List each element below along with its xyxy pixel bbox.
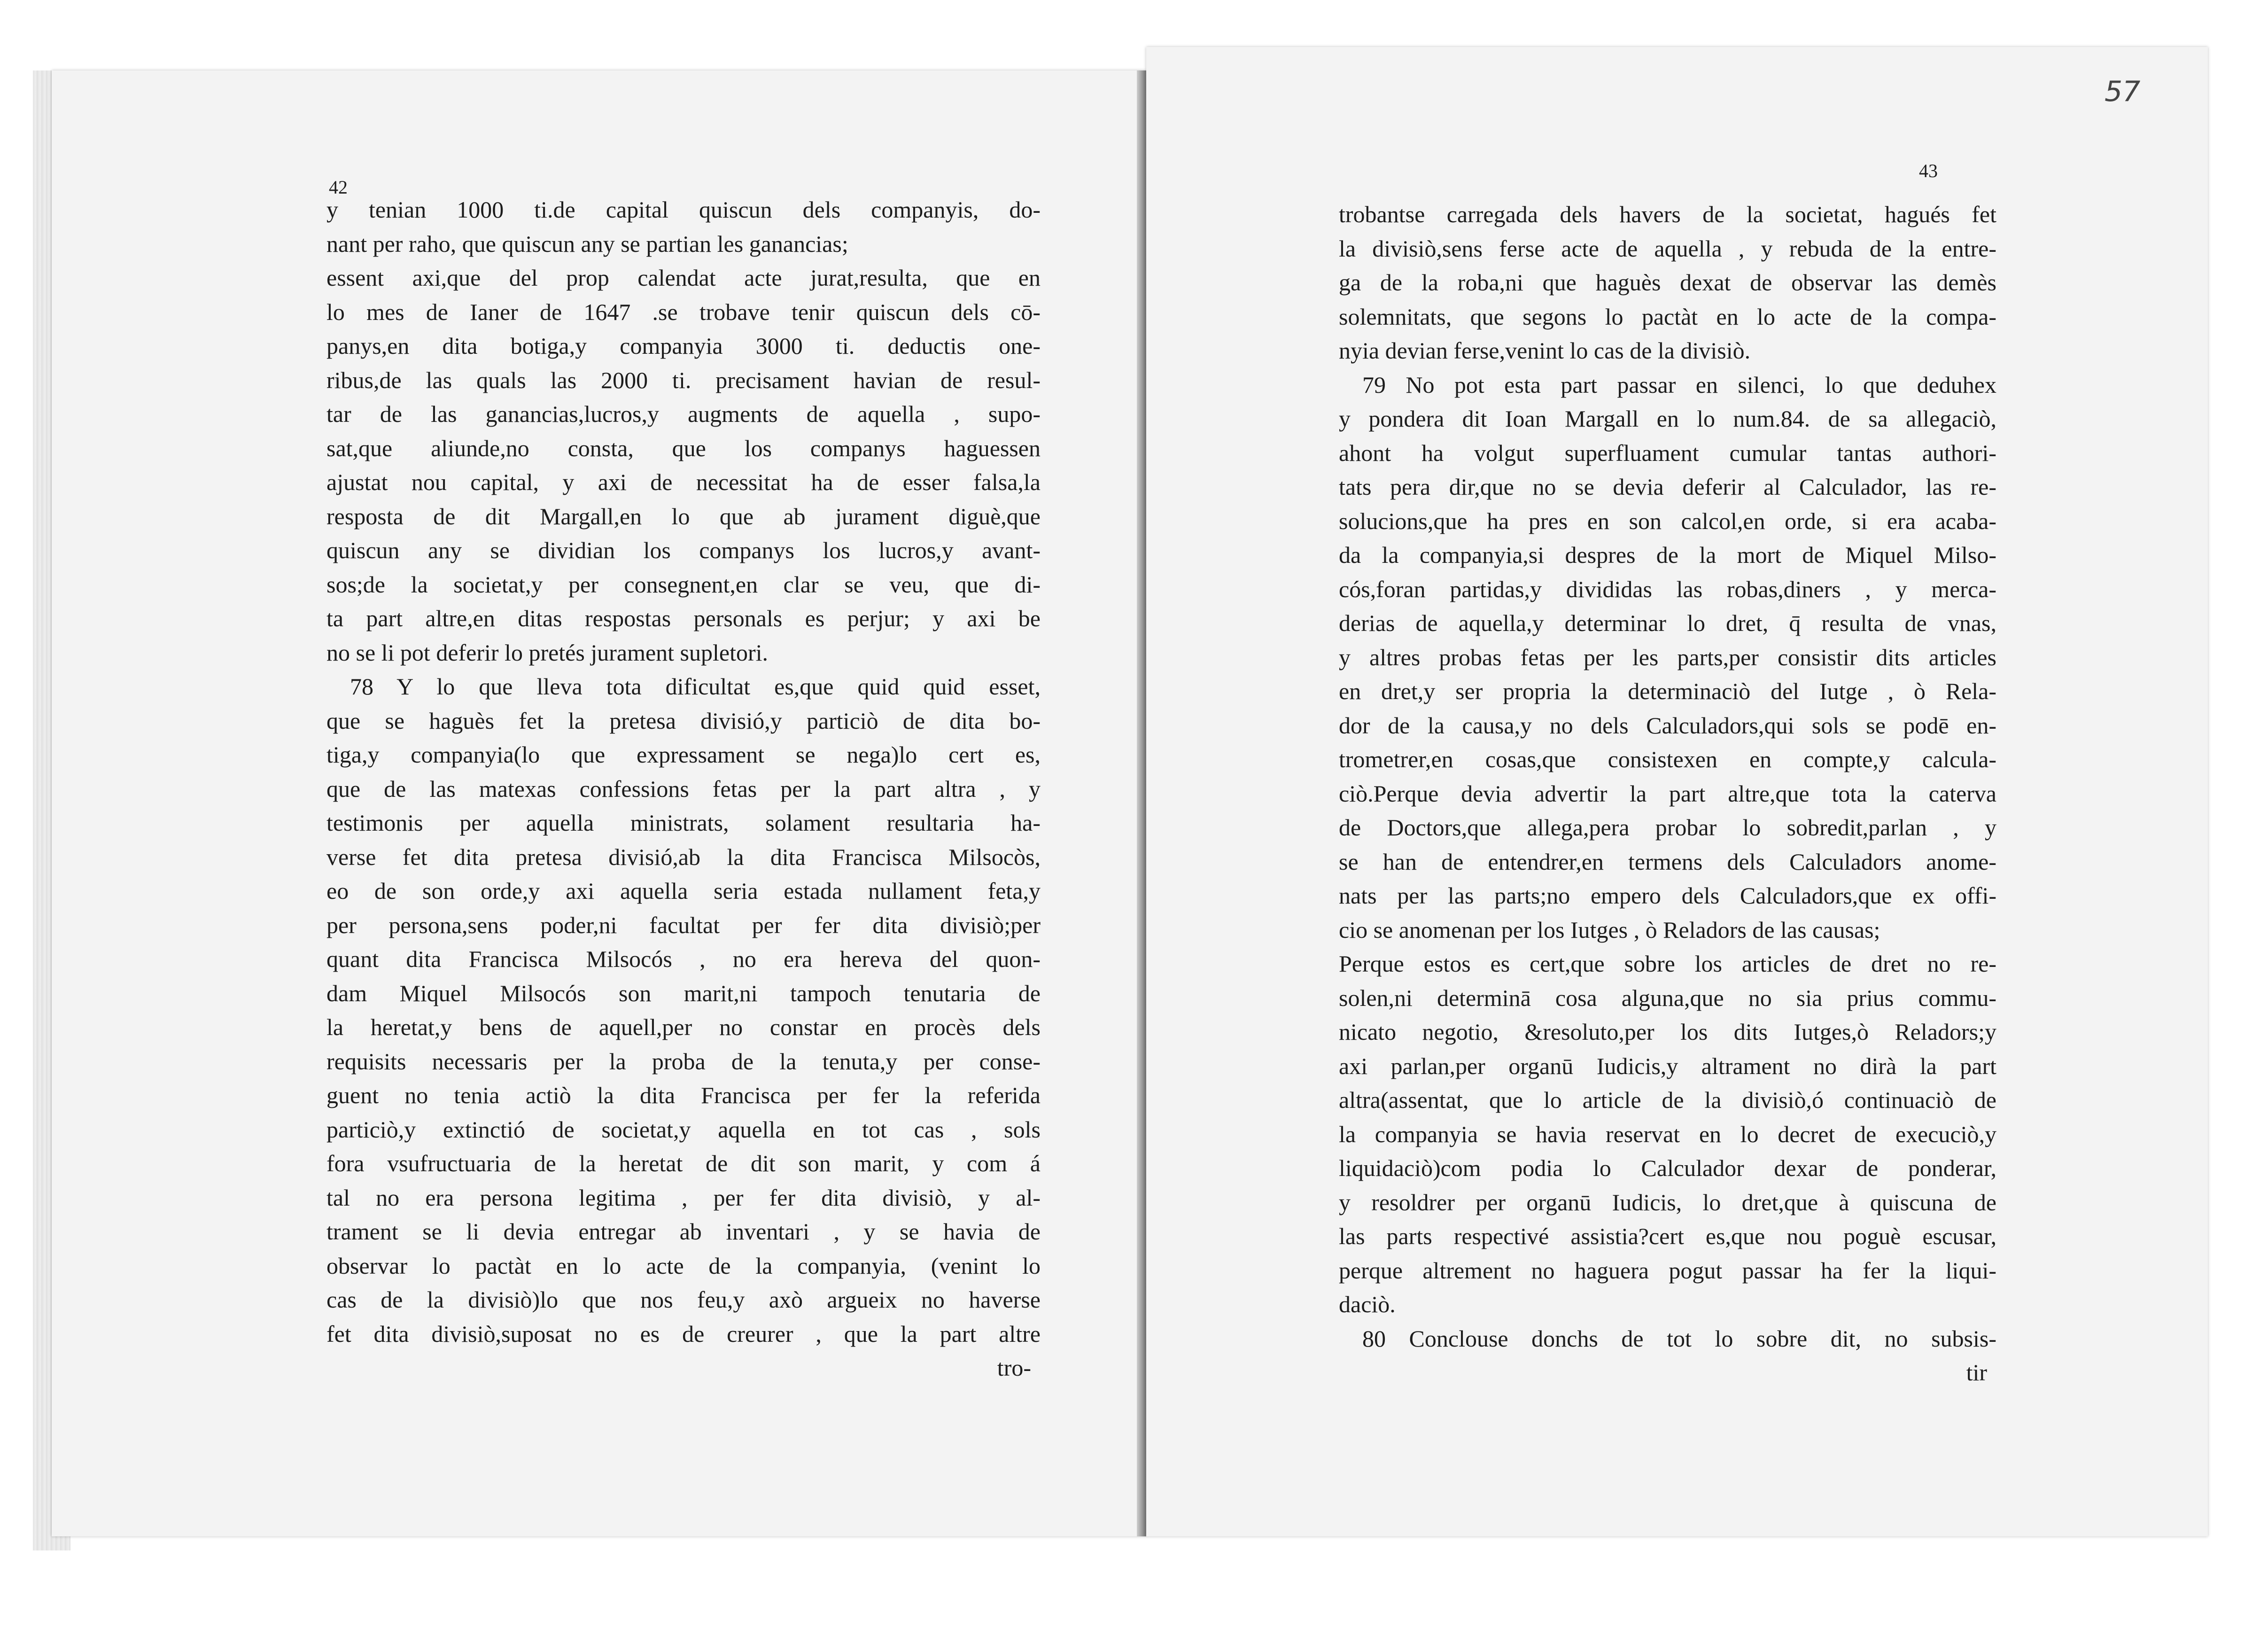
text-line: liquidaciò)com podia lo Calculador dexar de ponderar,	[1339, 1155, 1996, 1181]
text-line: resposta de dit Margall,en lo que ab jurament diguè,que	[326, 503, 1041, 530]
text-line: guent no tenia actiò la dita Francisca per fer la referida	[326, 1082, 1041, 1108]
text-line: ahont ha volgut superfluament cumular tantas authori-	[1339, 439, 1996, 466]
text-line: daciò.	[1339, 1291, 1396, 1317]
catchword: tir	[1966, 1359, 1987, 1386]
text-line: ga de la roba,ni que haguès dexat de observar las demès	[1339, 269, 1996, 296]
text-line: 80 Conclouse donchs de tot lo sobre dit, no subsis-	[1362, 1325, 1996, 1352]
text-line: fora vsufructuaria de la heretat de dit son marit, y com á	[326, 1150, 1041, 1176]
text-line: Perque estos es cert,que sobre los articles de dret no re-	[1339, 950, 1996, 977]
text-line: panys,en dita botiga,y companyia 3000 ti. deductis one-	[326, 333, 1041, 359]
text-line: dam Miquel Milsocós son marit,ni tampoch tenutaria de	[326, 980, 1041, 1006]
text-line: perque altrement no haguera pogut passar ha fer la liqui-	[1339, 1257, 1996, 1284]
text-line: se han de entendrer,en termens dels Calculadors anome-	[1339, 848, 1996, 875]
right-page	[1146, 47, 2208, 1536]
text-line: la divisiò,sens ferse acte de aquella , y rebuda de la entre-	[1339, 235, 1996, 262]
text-line: essent axi,que del prop calendat acte jurat,resulta, que en	[326, 265, 1041, 291]
text-line: derias de aquella,y determinar lo dret, q̄ resulta de vnas,	[1339, 610, 1996, 636]
text-line: solemnitats, que segons lo pactàt en lo acte de la compa-	[1339, 303, 1996, 330]
page-head-spacer	[1339, 183, 1996, 197]
text-line: dor de la causa,y no dels Calculadors,qui sols se podē en-	[1339, 712, 1996, 739]
text-line: eo de son orde,y axi aquella seria estada nullament feta,y	[326, 878, 1041, 904]
text-line: 79 No pot esta part passar en silenci, lo que deduhex	[1362, 371, 1996, 398]
text-line: cas de la divisiò)lo que nos feu,y axò argueix no haverse	[326, 1286, 1041, 1313]
text-line: de Doctors,que allega,pera probar lo sobredit,parlan , y	[1339, 814, 1996, 841]
text-line: ribus,de las quals las 2000 ti. precisament havian de resul-	[326, 366, 1041, 393]
page-head-spacer	[326, 179, 1041, 193]
text-line: cio se anomenan per los Iutges , ò Reladors de las causas;	[1339, 916, 1880, 943]
text-line: tal no era persona legitima , per fer dita divisiò, y al-	[326, 1184, 1041, 1211]
text-line: y tenian 1000 ti.de capital quiscun dels companyis, do-	[326, 196, 1041, 223]
text-line: per persona,sens poder,ni facultat per fer dita divisiò;per	[326, 911, 1041, 938]
text-line: verse fet dita pretesa divisió,ab la dita Francisca Milsocòs,	[326, 843, 1041, 870]
text-line: 78 Y lo que lleva tota dificultat es,que quid quid esset,	[350, 673, 1041, 700]
text-line: y altres probas fetas per les parts,per consistir dits articles	[1339, 644, 1996, 670]
text-line: altra(assentat, que lo article de la divisiò,ó continuaciò de	[1339, 1087, 1996, 1113]
text-line: observar lo pactàt en lo acte de la companyia, (venint lo	[326, 1252, 1041, 1279]
text-line: sat,que aliunde,no consta, que los companys haguessen	[326, 435, 1041, 461]
right-page-text	[1339, 183, 1996, 1390]
left-page-text	[326, 179, 1041, 1385]
text-line: da la companyia,si despres de la mort de Miquel Milso-	[1339, 542, 1996, 568]
text-line: nyia devian ferse,venint lo cas de la divisiò.	[1339, 337, 1751, 364]
text-line: la heretat,y bens de aquell,per no constar en procès dels	[326, 1014, 1041, 1040]
text-line: quant dita Francisca Milsocós , no era hereva del quon-	[326, 946, 1041, 972]
text-line: lo mes de Ianer de 1647 .se trobave tenir quiscun dels cō-	[326, 298, 1041, 325]
folio-mark: 57	[2105, 75, 2141, 108]
text-line: nant per raho, que quiscun any se partian les ganancias;	[326, 230, 848, 257]
text-line: fet dita divisiò,suposat no es de creurer , que la part altre	[326, 1320, 1041, 1347]
text-line: y pondera dit Ioan Margall en lo num.84. de sa allegaciò,	[1339, 405, 1996, 432]
text-line: trobantse carregada dels havers de la societat, hagués fet	[1339, 201, 1996, 227]
text-line: tiga,y companyia(lo que expressament se nega)lo cert es,	[326, 741, 1041, 768]
text-line: solen,ni determinā cosa alguna,que no sia prius commu-	[1339, 984, 1996, 1011]
catchword: tro-	[997, 1355, 1031, 1381]
text-line: en dret,y ser propria la determinaciò del Iutge , ò Rela-	[1339, 678, 1996, 704]
text-line: las parts respectivé assistia?cert es,que nou poguè escusar,	[1339, 1223, 1996, 1249]
text-line: tats pera dir,que no se devia deferir al Calculador, las re-	[1339, 474, 1996, 500]
text-line: cós,foran partidas,y divididas las robas,diners , y merca-	[1339, 576, 1996, 602]
text-line: testimonis per aquella ministrats, solament resultaria ha-	[326, 810, 1041, 836]
text-line: ajustat nou capital, y axi de necessitat ha de esser falsa,la	[326, 469, 1041, 495]
text-line: particiò,y extinctió de societat,y aquella en tot cas , sols	[326, 1116, 1041, 1143]
text-line: ciò.Perque devia advertir la part altre,que tota la caterva	[1339, 780, 1996, 807]
text-line: trometrer,en cosas,que consistexen en compte,y calcula-	[1339, 746, 1996, 772]
text-line: quiscun any se dividian los companys los lucros,y avant-	[326, 537, 1041, 563]
text-line: ta part altre,en ditas respostas personals es perjur; y axi be	[326, 605, 1041, 631]
text-line: sos;de la societat,y per consegnent,en clar se veu, que di-	[326, 571, 1041, 598]
page-number-left: 42	[329, 177, 348, 198]
text-line: que se haguès fet la pretesa divisió,y particiò de dita bo-	[326, 707, 1041, 734]
text-line: requisits necessaris per la proba de la tenuta,y per conse-	[326, 1048, 1041, 1075]
text-line: axi parlan,per organū Iudicis,y altrament no dirà la part	[1339, 1052, 1996, 1079]
text-line: solucions,que ha pres en son calcol,en orde, si era acaba-	[1339, 507, 1996, 534]
text-line: nicato negotio, &resoluto,per los dits Iutges,ò Reladors;y	[1339, 1019, 1996, 1045]
text-line: tar de las ganancias,lucros,y augments de aquella , supo-	[326, 401, 1041, 427]
text-line: nats per las parts;no empero dels Calculadors,que ex offi-	[1339, 882, 1996, 909]
text-line: y resoldrer per organū Iudicis, lo dret,que à quiscuna de	[1339, 1189, 1996, 1215]
text-line: que de las matexas confessions fetas per la part altra , y	[326, 775, 1041, 802]
text-line: la companyia se havia reservat en lo decret de execuciò,y	[1339, 1121, 1996, 1147]
text-line: trament se li devia entregar ab inventari , y se havia de	[326, 1218, 1041, 1245]
left-page	[52, 70, 1147, 1536]
text-line: no se li pot deferir lo pretés jurament supletori.	[326, 639, 769, 666]
page-number-right: 43	[1919, 160, 1938, 181]
